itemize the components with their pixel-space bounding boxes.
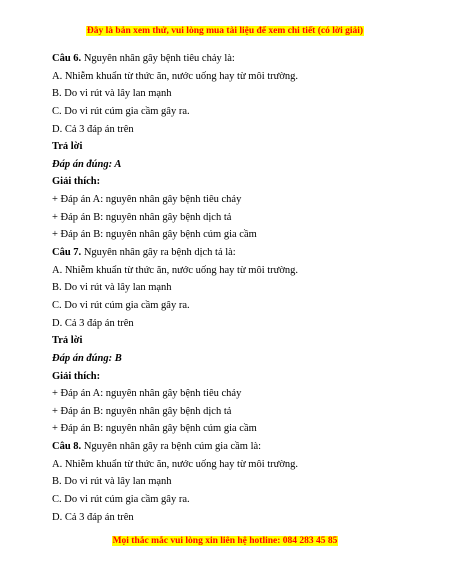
option-c: C. Do vi rút cúm gia cầm gây ra. bbox=[52, 494, 190, 506]
explanation-item: + Đáp án B: nguyên nhân gây bệnh dịch tả bbox=[52, 211, 232, 223]
hotline-notice-text: Mọi thắc mắc vui lòng xin liên hệ hotline: 084 283 45 85 bbox=[112, 536, 338, 546]
question-6 bbox=[52, 50, 432, 68]
question-label: Câu 7. bbox=[52, 247, 82, 259]
explanation-item: + Đáp án B: nguyên nhân gây bệnh cúm gia cầm bbox=[52, 229, 257, 241]
option-b: B. Do vi rút và lây lan mạnh bbox=[52, 88, 172, 100]
question-8 bbox=[52, 438, 432, 456]
question-text: Nguyên nhân gây bệnh tiêu chảy là: bbox=[81, 53, 235, 64]
question-label: Câu 8. bbox=[52, 441, 82, 453]
question-7 bbox=[52, 244, 432, 262]
explanation-heading: Giải thích: bbox=[52, 370, 101, 382]
option-a: A. Nhiễm khuẩn từ thức ăn, nước uống hay từ môi trường. bbox=[52, 458, 299, 470]
correct-answer: Đáp án đúng: B bbox=[52, 352, 122, 364]
explanation-heading: Giải thích: bbox=[52, 176, 101, 188]
option-c: C. Do vi rút cúm gia cầm gây ra. bbox=[52, 105, 190, 117]
option-b: B. Do vi rút và lây lan mạnh bbox=[52, 476, 172, 488]
explanation-item: + Đáp án B: nguyên nhân gây bệnh dịch tả bbox=[52, 405, 232, 417]
explanation-item: + Đáp án A: nguyên nhân gây bệnh tiêu chảy bbox=[52, 194, 242, 206]
preview-notice-banner bbox=[0, 25, 450, 37]
explanation-item: + Đáp án B: nguyên nhân gây bệnh cúm gia cầm bbox=[52, 423, 257, 435]
option-d: D. Cả 3 đáp án trên bbox=[52, 317, 134, 329]
option-b: B. Do vi rút và lây lan mạnh bbox=[52, 282, 172, 294]
explanation-item: + Đáp án A: nguyên nhân gây bệnh tiêu chảy bbox=[52, 388, 242, 400]
answer-heading: Trả lời bbox=[52, 335, 83, 347]
option-a: A. Nhiễm khuẩn từ thức ăn, nước uống hay từ môi trường. bbox=[52, 70, 299, 82]
option-a: A. Nhiễm khuẩn từ thức ăn, nước uống hay từ môi trường. bbox=[52, 264, 299, 276]
answer-heading: Trả lời bbox=[52, 141, 83, 153]
question-text: Nguyên nhân gây ra bệnh cúm gia cầm là: bbox=[81, 441, 262, 453]
hotline-notice-banner bbox=[0, 535, 450, 547]
option-d: D. Cả 3 đáp án trên bbox=[52, 511, 134, 523]
question-label: Câu 6. bbox=[52, 53, 82, 64]
question-text: Nguyên nhân gây ra bệnh dịch tả là: bbox=[81, 247, 236, 259]
option-d: D. Cả 3 đáp án trên bbox=[52, 123, 134, 135]
option-c: C. Do vi rút cúm gia cầm gây ra. bbox=[52, 299, 190, 311]
document-body bbox=[52, 50, 432, 526]
correct-answer: Đáp án đúng: A bbox=[52, 158, 122, 170]
preview-notice-text: Đây là bản xem thử, vui lòng mua tài liệu để xem chi tiết (có lời giải) bbox=[86, 26, 364, 36]
